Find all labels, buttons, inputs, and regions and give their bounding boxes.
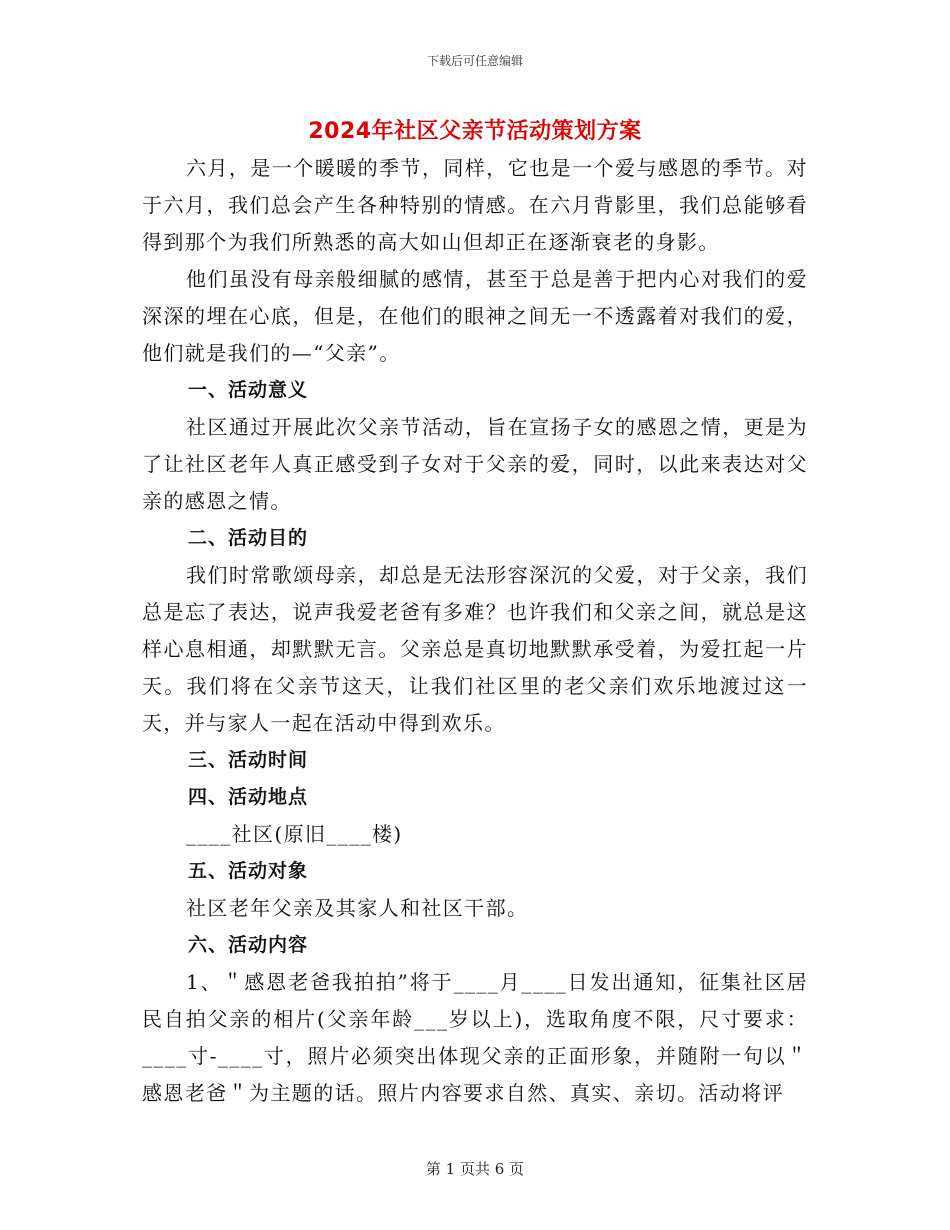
- intro-paragraph: 他们虽没有母亲般细腻的感情，甚至于总是善于把内心对我们的爱深深的埋在心底，但是，在他们的眼神之间无一不透露着对我们的爱，他们就是我们的—“父亲”。: [142, 267, 808, 365]
- section-heading-content: 六、活动内容: [188, 934, 309, 956]
- document-body: [142, 150, 808, 1112]
- page-footer: 第 1 页共 6 页: [425, 1160, 525, 1178]
- section-text-content: 1、＂感恩老爸我拍拍”将于____月____日发出通知，征集社区居民自拍父亲的相片(父亲年龄___岁以上)，选取角度不限，尺寸要求：____寸-____寸，照片必须突出体现父亲的正面形象，并随附一句以＂感恩老爸＂为主题的话。照片内容要求自然、真实、亲切。活动将评: [142, 970, 808, 1105]
- intro-paragraph: 六月，是一个暖暖的季节，同样，它也是一个爱与感恩的季节。对于六月，我们总会产生各种特别的情感。在六月背影里，我们总能够看得到那个为我们所熟悉的高大如山但却正在逐渐衰老的身影。: [142, 156, 808, 254]
- document-title: 2024年社区父亲节活动策划方案: [308, 119, 642, 144]
- section-heading-purpose: 二、活动目的: [188, 527, 309, 549]
- section-text-audience: 社区老年父亲及其家人和社区干部。: [186, 896, 529, 920]
- header-note: 下载后可任意编辑: [426, 54, 523, 68]
- section-text-significance: 社区通过开展此次父亲节活动，旨在宣扬子女的感恩之情，更是为了让社区老年人真正感受到子女对于父亲的爱，同时，以此来表达对父亲的感恩之情。: [142, 415, 808, 513]
- section-heading-significance: 一、活动意义: [188, 379, 309, 401]
- section-text-location: ____社区(原旧____楼): [186, 822, 403, 846]
- section-text-purpose: 我们时常歌颂母亲，却总是无法形容深沉的父爱，对于父亲，我们总是忘了表达，说声我爱老爸有多难？也许我们和父亲之间，就总是这样心息相通，却默默无言。父亲总是真切地默默承受着，为爱扛起一片天。我们将在父亲节这天，让我们社区里的老父亲们欢乐地渡过这一天，并与家人一起在活动中得到欢乐。: [142, 563, 808, 735]
- section-heading-time: 三、活动时间: [188, 749, 309, 771]
- section-heading-audience: 五、活动对象: [188, 860, 309, 882]
- section-heading-location: 四、活动地点: [188, 786, 309, 808]
